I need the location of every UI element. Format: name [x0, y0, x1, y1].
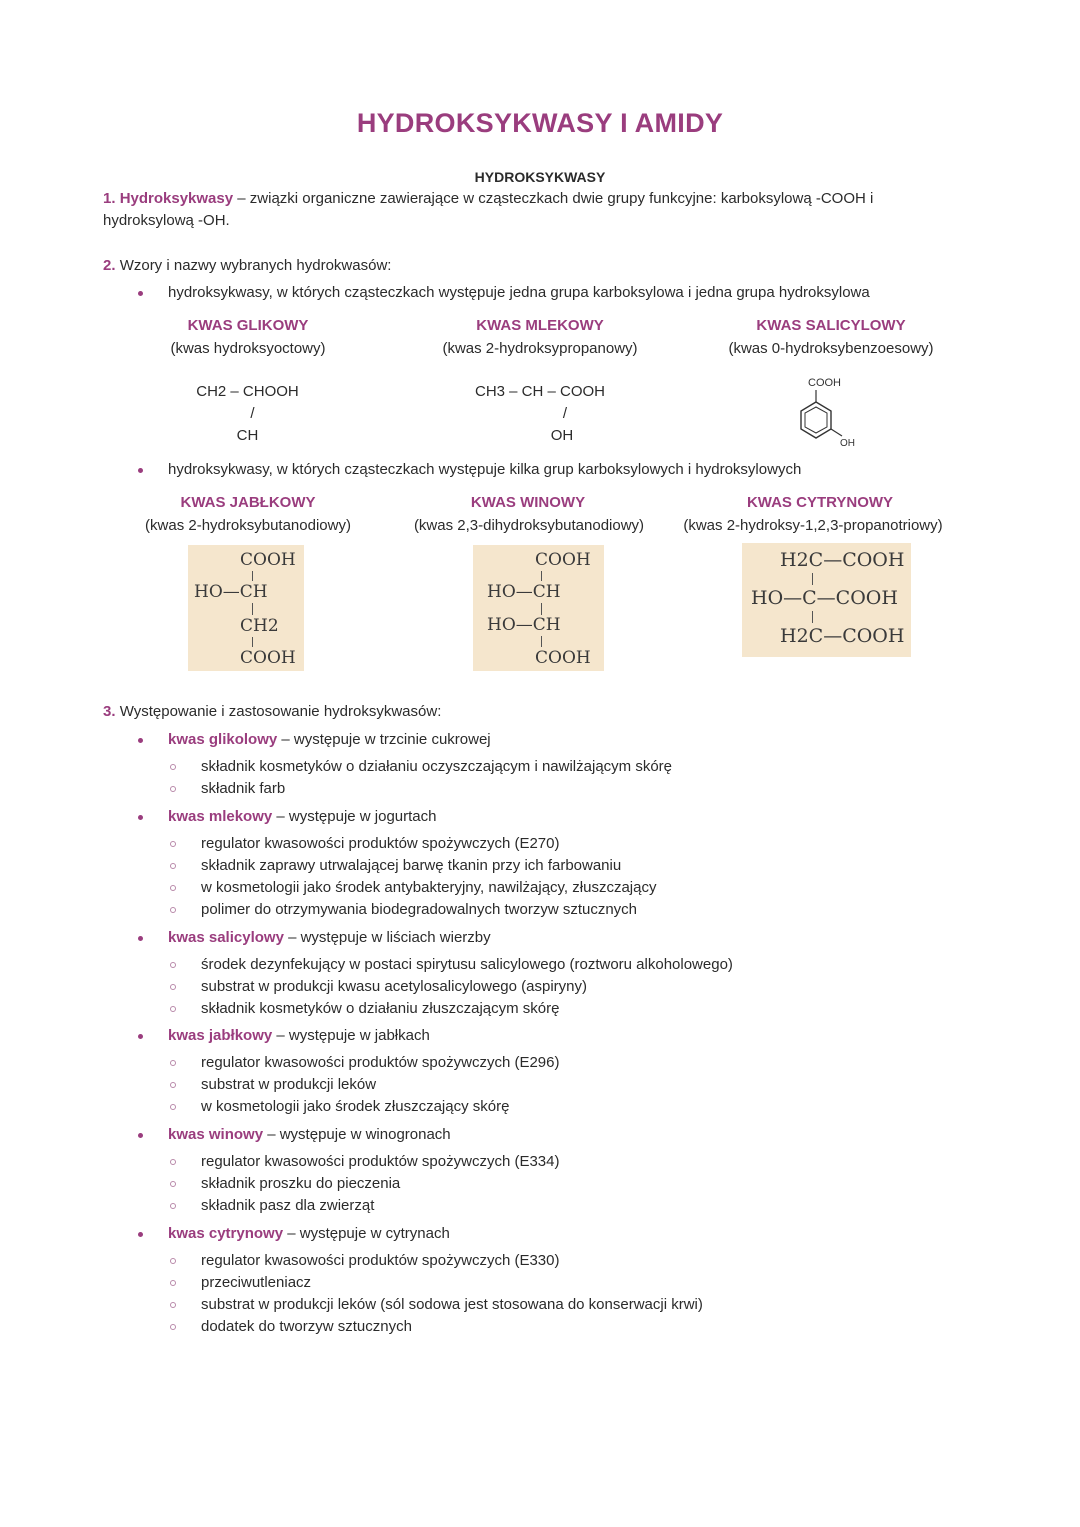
section-2-number: 2.: [103, 257, 116, 274]
bullet-icon: [138, 468, 143, 473]
circle-bullet-icon: [170, 907, 176, 913]
circle-bullet-icon: [170, 786, 176, 792]
section-heading: HYDROKSYKWASY: [474, 169, 606, 185]
formula-line: COOH: [240, 648, 296, 668]
acid-subname-mlekowy: (kwas 2-hydroksypropanowy): [442, 340, 638, 357]
formula-jablkowy: [188, 545, 304, 671]
acid-subname-winowy: (kwas 2,3-dihydroksybutanodiowy): [413, 517, 645, 534]
circle-bullet-icon: [170, 764, 176, 770]
section-1-definition: [103, 188, 983, 210]
acid-name: kwas salicylowy: [168, 929, 284, 946]
formula-line: CH2: [240, 616, 279, 636]
acid-name-salicylowy: KWAS SALICYLOWY: [756, 317, 906, 334]
section-1-text-line2: hydroksylową -OH.: [103, 212, 230, 229]
formula-bond: /: [562, 405, 568, 422]
use-subitem-text: przeciwutleniacz: [201, 1274, 312, 1291]
bullet-icon: [138, 738, 143, 743]
bullet-icon: [138, 815, 143, 820]
bullet-icon: [138, 1034, 143, 1039]
use-subitem-text: składnik zaprawy utrwalającej barwę tkanin przy ich farbowaniu: [201, 857, 622, 874]
circle-bullet-icon: [170, 962, 176, 968]
use-subitem-text: dodatek do tworzyw sztucznych: [201, 1318, 412, 1335]
use-subitem-text: regulator kwasowości produktów spożywczych (E296): [201, 1054, 560, 1071]
formula-line: CH3 – CH – COOH: [474, 383, 606, 400]
section-2-heading: [103, 255, 391, 277]
formula-line: CH: [236, 427, 259, 444]
section-3-number: 3.: [103, 703, 116, 720]
acid-subname-cytrynowy: (kwas 2-hydroksy-1,2,3-propanotriowy): [683, 517, 943, 534]
circle-bullet-icon: [170, 1104, 176, 1110]
formula-line: HO—CH: [487, 582, 561, 602]
use-subitem-text: regulator kwasowości produktów spożywczych (E330): [201, 1252, 560, 1269]
circle-bullet-icon: [170, 1280, 176, 1286]
use-subitem-text: składnik pasz dla zwierząt: [201, 1197, 375, 1214]
bullet-group-1-text: hydroksykwasy, w których cząsteczkach występuje jedna grupa karboksylowa i jedna grupa hydroksylowa: [168, 284, 870, 301]
use-subitem-text: regulator kwasowości produktów spożywczych (E334): [201, 1153, 560, 1170]
use-subitem-text: składnik farb: [201, 780, 286, 797]
section-3-heading: [103, 701, 441, 723]
salicylic-acid-structure: [790, 372, 870, 452]
bullet-icon: [138, 291, 143, 296]
formula-line: CH2 – CHOOH: [196, 383, 299, 400]
acid-occurrence: – występuje w winogronach: [263, 1126, 451, 1143]
formula-line: H2C—COOH: [780, 625, 905, 647]
section-2-text: Wzory i nazwy wybranych hydrokwasów:: [119, 257, 392, 274]
bullet-icon: [138, 1232, 143, 1237]
circle-bullet-icon: [170, 1159, 176, 1165]
use-subitem-text: w kosmetologii jako środek antybakteryjny, nawilżający, złuszczający: [201, 879, 657, 896]
formula-cytrynowy: [742, 543, 911, 657]
circle-bullet-icon: [170, 1324, 176, 1330]
use-subitem-text: składnik kosmetyków o działaniu oczyszczającym i nawilżającym skórę: [201, 758, 672, 775]
acid-occurrence: – występuje w jabłkach: [272, 1027, 430, 1044]
acid-name-glikowy: KWAS GLIKOWY: [187, 317, 309, 334]
use-subitem-text: substrat w produkcji leków: [201, 1076, 377, 1093]
formula-line: H2C—COOH: [780, 549, 905, 571]
use-subitem-text: substrat w produkcji kwasu acetylosalicylowego (aspiryny): [201, 978, 587, 995]
formula-line: COOH: [240, 550, 296, 570]
acid-name: kwas winowy: [168, 1126, 264, 1143]
acid-subname-salicylowy: (kwas 0-hydroksybenzoesowy): [728, 340, 934, 357]
section-1-number: 1.: [103, 190, 116, 207]
circle-bullet-icon: [170, 1203, 176, 1209]
acid-name-cytrynowy: KWAS CYTRYNOWY: [746, 494, 894, 511]
use-subitem-text: środek dezynfekujący w postaci spirytusu salicylowego (roztworu alkoholowego): [201, 956, 733, 973]
circle-bullet-icon: [170, 1082, 176, 1088]
use-subitem-text: składnik proszku do pieczenia: [201, 1175, 401, 1192]
bullet-icon: [138, 1133, 143, 1138]
formula-glikowy: [170, 381, 325, 447]
cooh-label: COOH: [808, 377, 841, 389]
formula-line: HO—CH: [194, 582, 268, 602]
formula-line: HO—CH: [487, 615, 561, 635]
use-subitem-text: substrat w produkcji leków (sól sodowa jest stosowana do konserwacji krwi): [201, 1296, 703, 1313]
acid-name: kwas jabłkowy: [168, 1027, 273, 1044]
acid-name: kwas cytrynowy: [168, 1225, 284, 1242]
circle-bullet-icon: [170, 1258, 176, 1264]
circle-bullet-icon: [170, 1302, 176, 1308]
formula-line: OH: [550, 427, 574, 444]
section-1-text: – związki organiczne zawierające w cząsteczkach dwie grupy funkcyjne: karboksylową -COOH i: [237, 190, 874, 207]
use-subitem-text: polimer do otrzymywania biodegradowalnych tworzyw sztucznych: [201, 901, 638, 918]
section-1-term: Hydroksykwasy: [119, 190, 234, 207]
circle-bullet-icon: [170, 885, 176, 891]
use-subitem-text: w kosmetologii jako środek złuszczający skórę: [201, 1098, 510, 1115]
circle-bullet-icon: [170, 1181, 176, 1187]
acid-occurrence: – występuje w cytrynach: [283, 1225, 450, 1242]
acid-subname-glikowy: (kwas hydroksyoctowy): [170, 340, 326, 357]
acid-occurrence: – występuje w liściach wierzby: [283, 929, 491, 946]
formula-mlekowy: [470, 381, 610, 447]
page-title: HYDROKSYKWASY I AMIDY: [356, 108, 724, 138]
formula-line: COOH: [535, 550, 591, 570]
circle-bullet-icon: [170, 1060, 176, 1066]
oh-label: OH: [840, 438, 855, 449]
use-subitem-text: regulator kwasowości produktów spożywczych (E270): [201, 835, 560, 852]
circle-bullet-icon: [170, 841, 176, 847]
use-subitem-text: składnik kosmetyków o działaniu złuszczającym skórę: [201, 1000, 560, 1017]
formula-line: COOH: [535, 648, 591, 668]
acid-name-mlekowy: KWAS MLEKOWY: [476, 317, 604, 334]
acid-name: kwas mlekowy: [168, 808, 273, 825]
formula-bond: /: [250, 405, 255, 422]
acid-occurrence: – występuje w trzcinie cukrowej: [277, 731, 491, 748]
circle-bullet-icon: [170, 1006, 176, 1012]
circle-bullet-icon: [170, 984, 176, 990]
section-3-text: Występowanie i zastosowanie hydroksykwasów:: [119, 703, 442, 720]
acid-name-jablkowy: KWAS JABŁKOWY: [180, 494, 316, 511]
circle-bullet-icon: [170, 863, 176, 869]
bullet-group-2-text: hydroksykwasy, w których cząsteczkach występuje kilka grup karboksylowych i hydroksylowych: [168, 461, 802, 478]
acid-occurrence: – występuje w jogurtach: [272, 808, 437, 825]
acid-name-winowy: KWAS WINOWY: [470, 494, 586, 511]
bullet-icon: [138, 936, 143, 941]
formula-line: HO—C—COOH: [751, 587, 898, 609]
formula-winowy: [473, 545, 604, 671]
acid-subname-jablkowy: (kwas 2-hydroksybutanodiowy): [145, 517, 351, 534]
acid-name: kwas glikolowy: [168, 731, 278, 748]
